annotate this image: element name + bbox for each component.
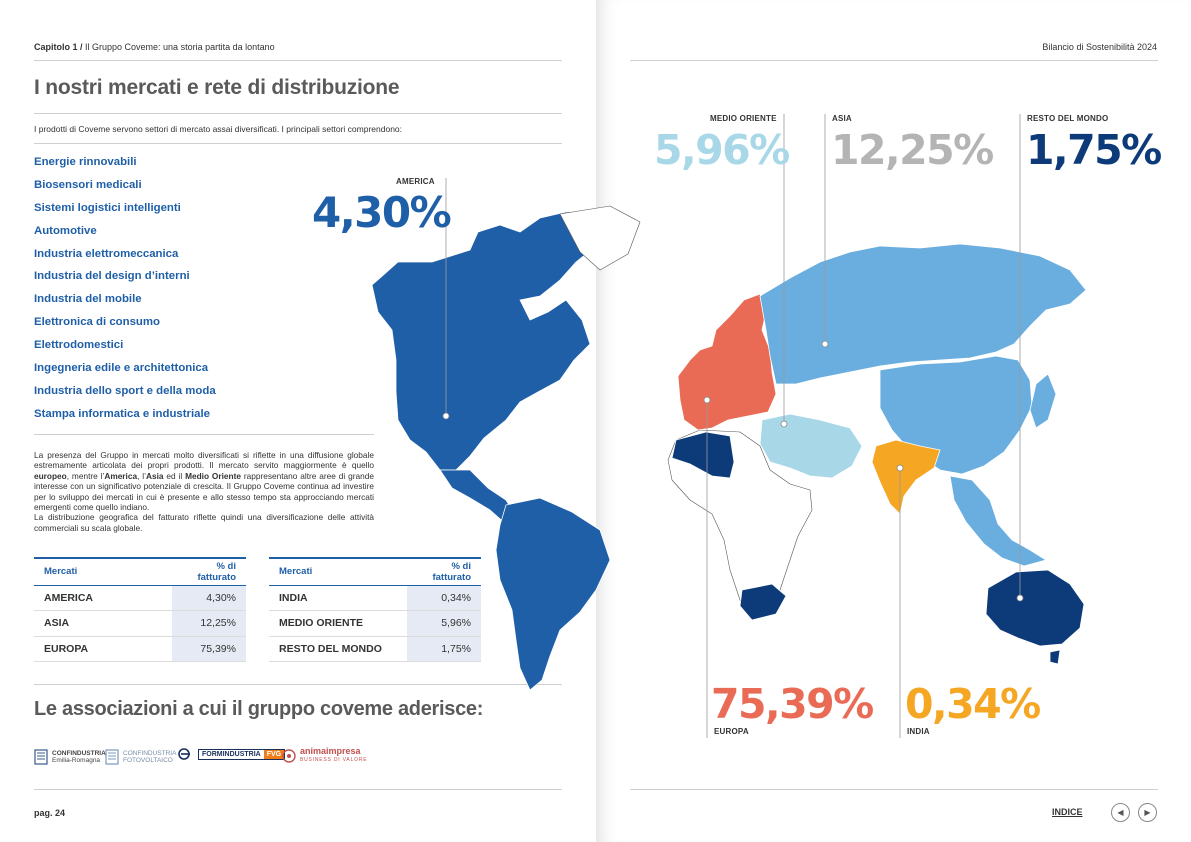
table-row: MEDIO ORIENTE 5,96% (269, 611, 481, 637)
sector-item: Stampa informatica e industriale (34, 407, 210, 420)
col-market-header: Mercati (34, 558, 172, 585)
paragraph-1: La presenza del Gruppo in mercati molto diversificati si riflette in una diffusione globale estremamente articolata dei propri prodotti. Il mercato servito maggiormente è quello europeo, mentre l’America, l’Asia ed il Medio Oriente rappresentano altre aree di grande interesse con un significativo potenziale di crescita. Il Gruppo Coveme continua ad investire per lo sviluppo dei mercati in cui è presente e allo stesso tempo sta approcciando mercati emergenti come quello indiano. (34, 450, 374, 513)
page-title: I nostri mercati e rete di distribuzione (34, 76, 400, 99)
page-number: pag. 24 (34, 808, 66, 818)
logo-animaimpresa: animaimpresa BUSINESS DI VALORE (282, 748, 367, 764)
label-resto: RESTO DEL MONDO (1027, 114, 1109, 123)
map-region-russia (760, 244, 1086, 384)
sector-item: Automotive (34, 224, 97, 237)
label-europa: EUROPA (714, 727, 749, 736)
sector-item: Industria del mobile (34, 293, 142, 306)
paragraph-2: La distribuzione geografica del fatturato riflette quindi una diversificazione delle attività commerciali su scala globale. (34, 512, 374, 533)
table-row: EUROPA 75,39% (34, 636, 246, 662)
sector-item: Industria dello sport e della moda (34, 384, 216, 397)
dot-resto (1017, 595, 1023, 601)
table-row: AMERICA 4,30% (34, 585, 246, 611)
col-pct-header: % di fatturato (172, 558, 246, 585)
col-pct-header: % di fatturato (407, 558, 481, 585)
map-region-south-america (496, 498, 610, 690)
sector-item: Elettronica di consumo (34, 316, 160, 329)
prev-page-button[interactable] (1111, 803, 1130, 822)
label-india: INDIA (907, 727, 930, 736)
map-region-middle-east (760, 414, 862, 478)
map-region-japan (1030, 374, 1056, 428)
value-resto: 1,75% (1026, 126, 1161, 174)
chapter-number: Capitolo 1 / (34, 42, 83, 52)
sector-item: Industria del design d’interni (34, 270, 190, 283)
index-link[interactable]: INDICE (1052, 807, 1083, 817)
sector-item: Elettrodomestici (34, 339, 124, 352)
table-row: RESTO DEL MONDO 1,75% (269, 636, 481, 662)
sector-item: Industria elettromeccanica (34, 247, 179, 260)
chapter-title: Il Gruppo Coveme: una storia partita da lontano (82, 42, 275, 52)
next-page-button[interactable] (1138, 803, 1157, 822)
dot-europa (704, 397, 710, 403)
map-region-north-america (372, 210, 610, 470)
logo-confindustria-er: CONFINDUSTRIA Emilia-Romagna (34, 748, 106, 766)
table-row: INDIA 0,34% (269, 585, 481, 611)
map-region-se-asia (950, 476, 1046, 566)
sector-item: Biosensori medicali (34, 178, 142, 191)
sector-item: Ingegneria edile e architettonica (34, 362, 209, 375)
value-europa: 75,39% (711, 680, 873, 728)
value-india: 0,34% (905, 680, 1040, 728)
triangle-right-icon: ▶ (1144, 808, 1151, 817)
label-asia: ASIA (832, 114, 852, 123)
value-asia: 12,25% (831, 126, 993, 174)
label-america: AMERICA (396, 177, 435, 186)
logo-confindustria-fv: CONFINDUSTRIA FOTOVOLTAICO (105, 748, 176, 766)
map-region-india (872, 440, 940, 514)
map-region-tasmania (1050, 650, 1060, 664)
table-row: ASIA 12,25% (34, 611, 246, 637)
label-middle-east: MEDIO ORIENTE (710, 114, 777, 123)
sector-item: Sistemi logistici intelligenti (34, 201, 181, 214)
sector-item: Energie rinnovabili (34, 156, 137, 168)
triangle-left-icon: ◀ (1117, 808, 1124, 817)
dot-america (443, 413, 449, 419)
dot-india (897, 465, 903, 471)
value-middle-east: 5,96% (654, 126, 789, 174)
associations-title: Le associazioni a cui il gruppo coveme aderisce: (34, 698, 484, 720)
value-america: 4,30% (312, 188, 451, 237)
intro-text: I prodotti di Coveme servono settori di mercato assai diversificati. I principali settori comprendono: (34, 124, 403, 134)
col-market-header: Mercati (269, 558, 407, 585)
report-title: Bilancio di Sostenibilità 2024 (1042, 42, 1157, 52)
dot-asia (822, 341, 828, 347)
map-region-europe (678, 294, 776, 430)
dot-middle-east (781, 421, 787, 427)
logo-formindustria: FORMINDUSTRIA FVG (178, 748, 285, 760)
map-region-australia (986, 570, 1084, 646)
